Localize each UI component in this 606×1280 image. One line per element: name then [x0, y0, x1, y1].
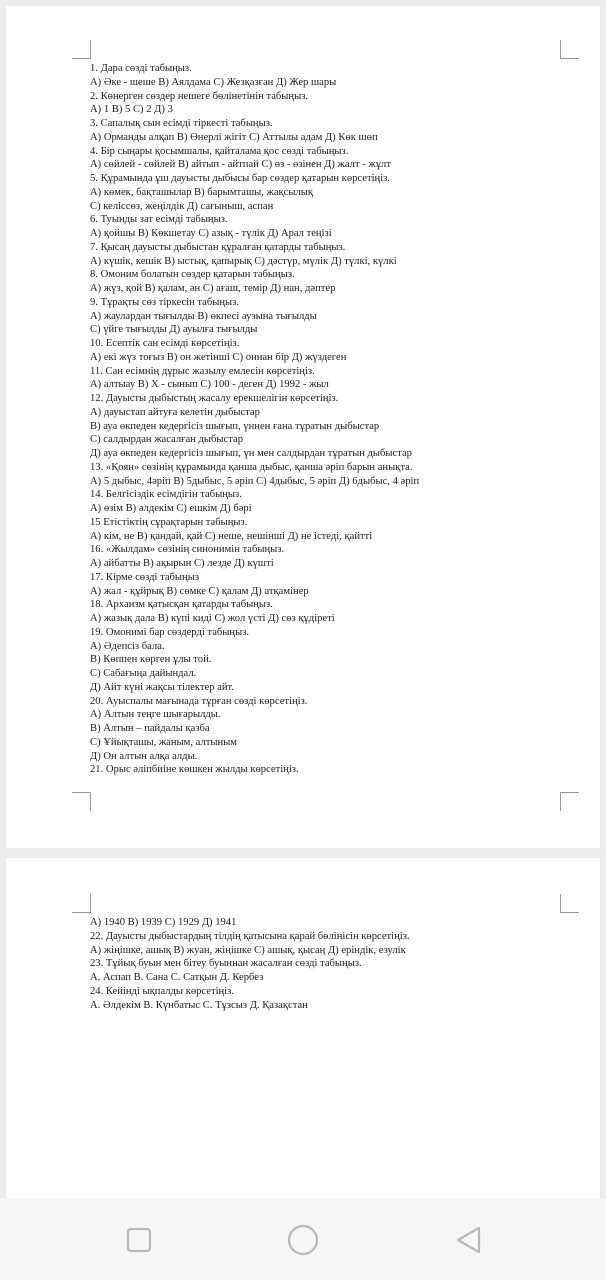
text-line: 9. Тұрақты сөз тіркесін табыңыз. — [90, 296, 240, 308]
text-line: А. Аспап В. Сана С. Сатқын Д. Кербез — [90, 972, 264, 983]
text-line: С) келіссөз, жеңілдік Д) сағыныш, аспан — [90, 200, 274, 212]
corner-mark — [72, 894, 91, 913]
text-line: А) екі жүз тоғыз В) он жетінші С) оннан бір Д) жүздеген — [90, 351, 347, 363]
text-line: 17. Кірме сөзді табыңыз — [90, 571, 200, 583]
android-navigation-bar — [0, 1198, 606, 1280]
text-line: Д) ауа өкпеден кедергісіз шығып, үн мен салдырдан тұратын дыбыстар — [90, 448, 412, 459]
text-line: В) ауа өкпеден кедергісіз шығып, үннен ғана тұратын дыбыстар — [90, 420, 380, 432]
text-line: А) жал - құйрық В) сөмке С) қалам Д) атқамінер — [90, 585, 309, 597]
square-icon — [126, 1227, 152, 1253]
text-line: С) Ұйықташы, жаным, алтыным — [90, 736, 237, 748]
text-line: С) Сабағыңа дайындал. — [90, 668, 197, 679]
text-line: 13. «Қоян» сөзінің құрамында қанша дыбыс, қанша әріп барын анықта. — [90, 461, 413, 473]
text-line: 6. Туынды зат есімді табыңыз. — [90, 214, 228, 226]
text-line: 12. Дауысты дыбыстың жасалу ерекшелігін көрсетіңіз. — [90, 393, 339, 404]
text-line: 15 Етістіктің сұрақтарын табыңыз. — [90, 516, 248, 528]
text-line: 1. Дара сөзді табыңыз. — [90, 63, 192, 74]
back-button[interactable] — [448, 1220, 488, 1260]
text-line: А) жіңішке, ашық В) жуан, жіңішке С) ашық, қысаң Д) еріндік, езулік — [90, 944, 406, 956]
text-line: А) Әдепсіз бала. — [90, 640, 165, 652]
text-line: С) салдырдан жасалған дыбыстар — [90, 434, 244, 446]
corner-mark — [560, 40, 579, 59]
text-line: А) 5 дыбыс, 4әріп В) 5дыбыс, 5 әріп С) 4дыбыс, 5 әріп Д) 6дыбыс, 4 әріп — [90, 475, 420, 487]
text-line: А) 1 В) 5 С) 2 Д) 3 — [90, 104, 173, 116]
text-line: А) айбатты В) ақырын С) лезде Д) күшті — [90, 558, 274, 569]
text-line: 7. Қысаң дауысты дыбыстан құралған қатарды табыңыз. — [90, 241, 346, 253]
text-line: 23. Тұйық буын мен бітеу буыннан жасалған сөзді табыңыз. — [90, 958, 362, 970]
text-line: 8. Омоним болатын сөздер қатарын табыңыз. — [90, 269, 295, 281]
text-line: 20. Ауыспалы мағынада тұрған сөзді көрсетіңіз. — [90, 695, 308, 707]
text-line: А) жаулардан тығылды В) өкпесі аузына тығылды — [90, 310, 317, 322]
text-line: 3. Сапалық сын есімді тіркесті табыңыз. — [90, 118, 273, 129]
text-line: А) Орманды алқап В) Өнерлі жігіт С) Аттылы адам Д) Көк шөп — [90, 131, 378, 143]
text-line: 14. Белгісіздік есімдігін табыңыз. — [90, 489, 242, 501]
page-2-text — [90, 916, 490, 1012]
document-page-1 — [6, 6, 600, 848]
text-line: А) көмек, бақташылар В) барымташы, жақсылық — [90, 186, 314, 198]
text-line: А) Әке - шеше В) Аялдама С) Жезқазған Д) Жер шары — [90, 76, 337, 88]
document-page-2 — [6, 858, 600, 1198]
corner-mark — [560, 792, 579, 811]
text-line: А) қойшы В) Көкшетау С) азық - түлік Д) Арал теңізі — [90, 228, 332, 239]
corner-mark — [72, 792, 91, 811]
text-line: А) алтыау В) Х - сынып С) 100 - деген Д) 1992 - жыл — [90, 379, 329, 391]
text-line: А) күшік, кешік В) ыстық, қапырық С) дәстүр, мүлік Д) түлкі, күлкі — [90, 255, 397, 267]
text-line: С) үйге тығылды Д) ауылға тығылды — [90, 324, 258, 336]
text-line: 24. Кейінді ықпалды көрсетіңіз. — [90, 985, 234, 997]
recent-apps-button[interactable] — [119, 1220, 159, 1260]
page-1-text — [90, 62, 490, 777]
triangle-back-icon — [454, 1225, 482, 1255]
text-line: 2. Көнерген сөздер нешеге бөлінетінін табыңыз. — [90, 90, 309, 102]
text-line: Д) Он алтын алқа алды. — [90, 750, 198, 762]
home-button[interactable] — [283, 1220, 323, 1260]
text-line: А) кім, не В) қандай, қай С) неше, нешінші Д) не істеді, қайтті — [90, 530, 373, 542]
text-line: А) сөйлей - сөйлей В) айтып - айтпай С) өз - өзінен Д) жалт - жұлт — [90, 159, 391, 171]
text-line: 18. Архаизм қатысқан қатарды табыңыз. — [90, 599, 273, 611]
text-line: 21. Орыс әліпбиіне көшкен жылды көрсетіңіз. — [90, 764, 299, 776]
text-line: 5. Құрамында ұш дауысты дыбысы бар сөздер қатарын көрсетіңіз. — [90, 173, 390, 184]
text-line: А) дауыстап айтуға келетін дыбыстар — [90, 406, 260, 418]
corner-mark — [560, 894, 579, 913]
text-line: В) Көппен көрген ұлы той. — [90, 654, 212, 666]
corner-mark — [72, 40, 91, 59]
text-line: А. Әлдекім В. Күнбатыс С. Тұзсыз Д. Қазақстан — [90, 999, 308, 1011]
text-line: А) жазық дала В) күпі киді С) жол үсті Д) сөз құдіреті — [90, 613, 335, 624]
text-line: Д) Айт күні жақсы тілектер айт. — [90, 681, 235, 693]
text-line: 10. Есептік сан есімді көрсетіңіз. — [90, 338, 240, 349]
text-line: 22. Дауысты дыбыстардың тілдің қатысына қарай бөлінісін көрсетіңіз. — [90, 930, 410, 942]
text-line: В) Алтын – пайдалы қазба — [90, 723, 210, 734]
circle-icon — [287, 1224, 319, 1256]
text-line: 4. Бір сыңары қосымшалы, қайталама қос сөзді табыңыз. — [90, 145, 349, 157]
text-line: А) өзім В) әлдекім С) ешкім Д) бәрі — [90, 503, 252, 514]
text-line: 16. «Жылдам» сөзінің синонимін табыңыз. — [90, 544, 285, 556]
text-line: А) жүз, қой В) қалам, ән С) ағаш, темір Д) нан, дәптер — [90, 283, 336, 294]
text-line: 19. Омонимі бар сөздерді табыңыз. — [90, 626, 250, 638]
text-line: 11. Сан есімнің дұрыс жазылу емлесін көрсетіңіз. — [90, 365, 315, 377]
text-line: А) Алтын теңге шығарылды. — [90, 709, 221, 721]
text-line: А) 1940 В) 1939 С) 1929 Д) 1941 — [90, 917, 237, 928]
